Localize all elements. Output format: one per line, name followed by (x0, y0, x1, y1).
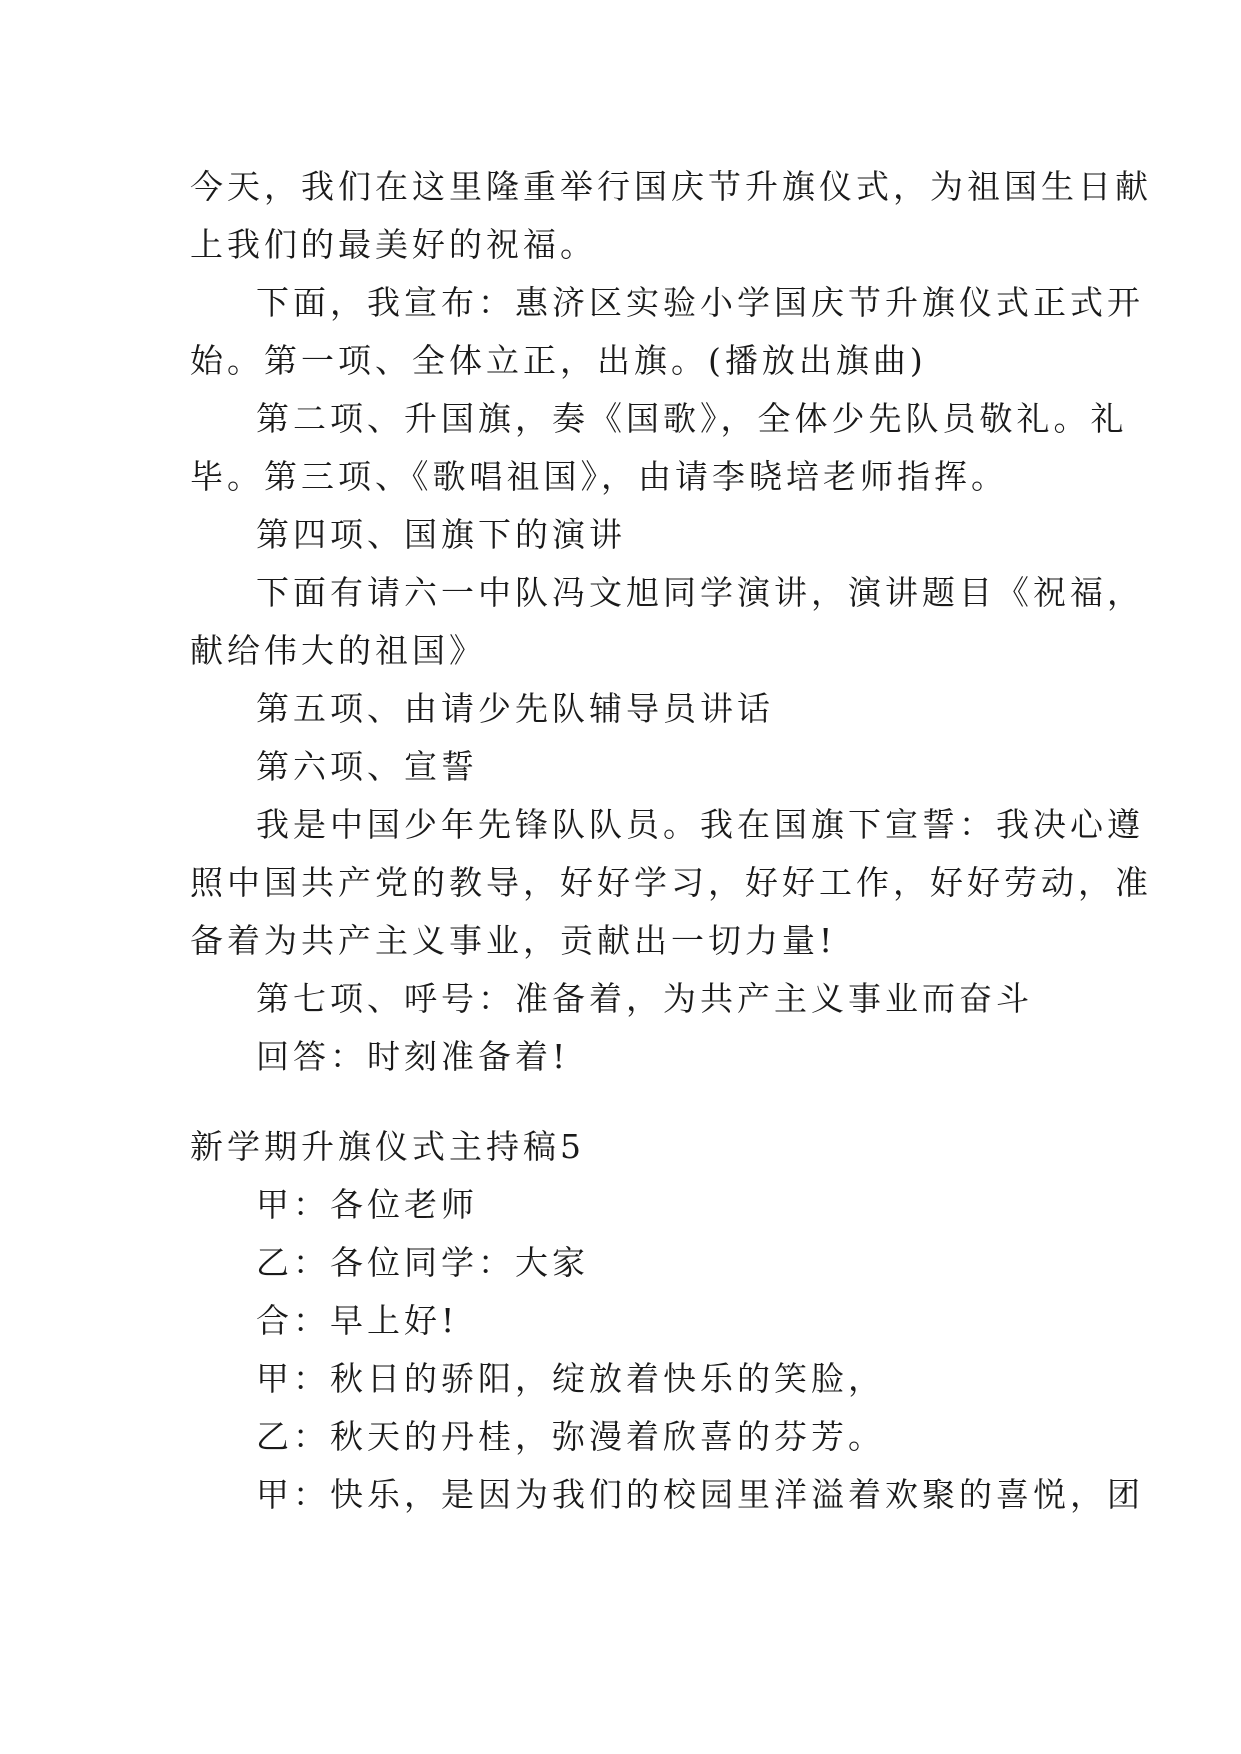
text-line: 甲：快乐，是因为我们的校园里洋溢着欢聚的喜悦，团 (256, 1475, 1144, 1514)
text-line: 献给伟大的祖国》 (190, 631, 486, 670)
text-line: 合：早上好! (256, 1301, 459, 1340)
text-line: 第五项、由请少先队辅导员讲话 (256, 689, 774, 728)
section-gap (190, 1086, 1050, 1118)
text-line: 始。第一项、全体立正，出旗。(播放出旗曲) (190, 341, 927, 380)
text-line: 甲：秋日的骄阳，绽放着快乐的笑脸， (256, 1359, 885, 1398)
text-line: 回答：时刻准备着! (256, 1037, 570, 1076)
text-line: 下面，我宣布：惠济区实验小学国庆节升旗仪式正式开 (256, 283, 1144, 322)
text-line: 下面有请六一中队冯文旭同学演讲，演讲题目《祝福， (256, 573, 1144, 612)
text-line: 照中国共产党的教导，好好学习，好好工作，好好劳动，准 (190, 863, 1152, 902)
document-body (190, 158, 1152, 1524)
text-line: 第四项、国旗下的演讲 (256, 515, 626, 554)
text-line: 今天，我们在这里隆重举行国庆节升旗仪式，为祖国生日献 (190, 167, 1152, 206)
text-line: 备着为共产主义事业，贡献出一切力量! (190, 921, 837, 960)
text-line: 上我们的最美好的祝福。 (190, 225, 597, 264)
text-line: 乙：秋天的丹桂，弥漫着欣喜的芬芳。 (256, 1417, 885, 1456)
text-line: 我是中国少年先锋队队员。我在国旗下宣誓：我决心遵 (256, 805, 1144, 844)
text-line: 第六项、宣誓 (256, 747, 478, 786)
text-line: 第七项、呼号：准备着，为共产主义事业而奋斗 (256, 979, 1033, 1018)
text-line: 第二项、升国旗，奏《国歌》，全体少先队员敬礼。礼 (256, 399, 1128, 438)
text-line: 乙：各位同学：大家 (256, 1243, 589, 1282)
text-line: 甲：各位老师 (256, 1185, 478, 1224)
section-title: 新学期升旗仪式主持稿5 (190, 1127, 585, 1166)
text-line: 毕。第三项、《歌唱祖国》，由请李晓培老师指挥。 (190, 457, 1008, 496)
